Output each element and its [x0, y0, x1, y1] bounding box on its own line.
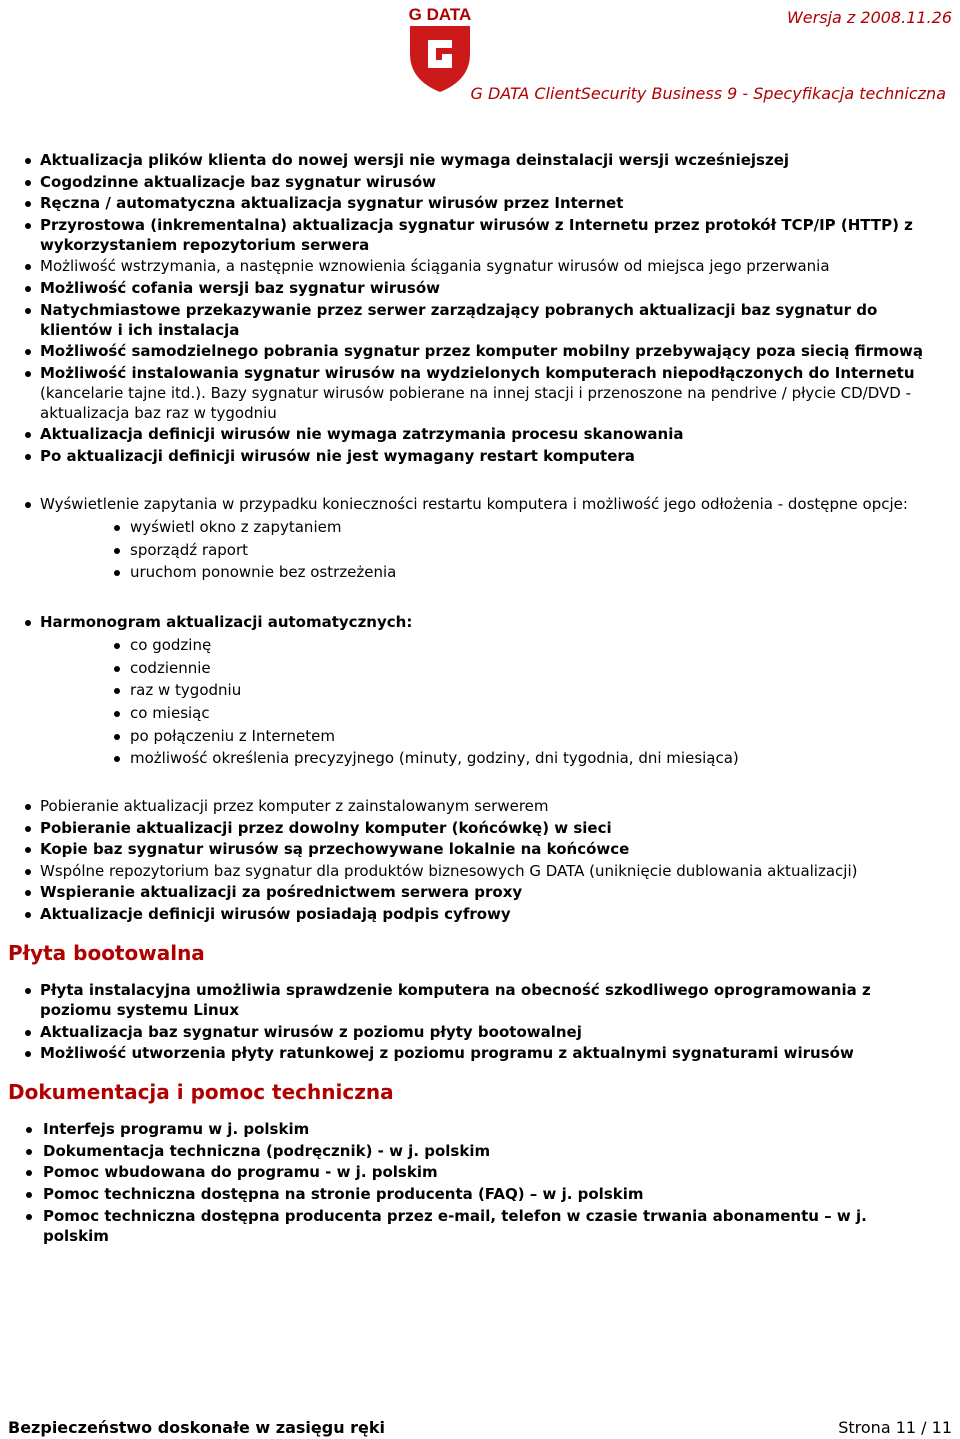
restart-list [0, 494, 960, 582]
list-item: Kopie baz sygnatur wirusów są przechowywane lokalnie na końcówce [0, 839, 960, 859]
list-item: Natychmiastowe przekazywanie przez serwer zarządzający pobranych aktualizacji baz sygnatur do klientów i ich instalacja [0, 300, 960, 340]
schedule-options [40, 635, 934, 768]
list-item: Ręczna / automatyczna aktualizacja sygnatur wirusów przez Internet [0, 193, 960, 213]
list-item-restart [0, 494, 960, 582]
page-content [0, 150, 960, 1247]
section-heading-boot: Płyta bootowalna [8, 941, 205, 966]
list-item: Aktualizacje definicji wirusów posiadają podpis cyfrowy [0, 904, 960, 924]
list-item: Możliwość cofania wersji baz sygnatur wirusów [0, 278, 960, 298]
list-item: Interfejs programu w j. polskim [0, 1119, 960, 1139]
list-item: Dokumentacja techniczna (podręcznik) - w j. polskim [0, 1141, 960, 1161]
boot-list [0, 980, 960, 1063]
sub-item: możliwość określenia precyzyjnego (minuty, godziny, dni tygodnia, dni miesiąca) [40, 748, 934, 768]
list-item: Wspólne repozytorium baz sygnatur dla produktów biznesowych G DATA (uniknięcie dublowania aktualizacji) [0, 861, 960, 881]
list-item: Wspieranie aktualizacji za pośrednictwem serwera proxy [0, 882, 960, 902]
offline-bold-text: Możliwość instalowania sygnatur wirusów na wydzielonych komputerach niepodłączonych do Internetu [40, 363, 915, 382]
list-item: Aktualizacja plików klienta do nowej wersji nie wymaga deinstalacji wersji wcześniejszej [0, 150, 960, 170]
sub-item: co godzinę [40, 635, 934, 655]
sub-item: po połączeniu z Internetem [40, 726, 934, 746]
schedule-label: Harmonogram aktualizacji automatycznych: [40, 613, 413, 632]
docs-list [0, 1119, 960, 1245]
section-heading-docs: Dokumentacja i pomoc techniczna [8, 1080, 394, 1105]
sub-item: wyświetl okno z zapytaniem [40, 517, 934, 537]
list-item: Pobieranie aktualizacji przez komputer z zainstalowanym serwerem [0, 796, 960, 816]
update-features-list [0, 150, 960, 466]
sub-item: raz w tygodniu [40, 680, 934, 700]
sub-item: co miesiąc [40, 703, 934, 723]
schedule-list [0, 612, 960, 768]
document-title: G DATA ClientSecurity Business 9 - Specyfikacja techniczna [470, 84, 946, 103]
list-item: Pomoc techniczna dostępna na stronie producenta (FAQ) – w j. polskim [0, 1184, 960, 1204]
list-item: Możliwość wstrzymania, a następnie wznowienia ściągania sygnatur wirusów od miejsca jego przerwania [0, 256, 960, 276]
list-item: Możliwość utworzenia płyty ratunkowej z poziomu programu z aktualnymi sygnaturami wirusów [0, 1043, 960, 1063]
list-item-offline [0, 363, 960, 423]
version-label: Wersja z 2008.11.26 [786, 8, 952, 27]
list-item: Przyrostowa (inkrementalna) aktualizacja sygnatur wirusów z Internetu przez protokół TCP/IP (HTTP) z wykorzystaniem repozytorium serwera [0, 215, 960, 255]
sub-item: codziennie [40, 658, 934, 678]
list-item: Cogodzinne aktualizacje baz sygnatur wirusów [0, 172, 960, 192]
list-item: Pobieranie aktualizacji przez dowolny komputer (końcówkę) w sieci [0, 818, 960, 838]
restart-options [40, 517, 934, 582]
list-item: Po aktualizacji definicji wirusów nie jest wymagany restart komputera [0, 446, 960, 466]
list-item: Pomoc techniczna dostępna producenta przez e-mail, telefon w czasie trwania abonamentu – w j. polskim [0, 1206, 960, 1246]
sub-item: sporządź raport [40, 540, 934, 560]
list-item: Aktualizacja baz sygnatur wirusów z poziomu płyty bootowalnej [0, 1022, 960, 1042]
gdata-logo [404, 2, 476, 94]
logo-shield [410, 26, 470, 92]
page-number: Strona 11 / 11 [838, 1418, 952, 1437]
list-item: Możliwość samodzielnego pobrania sygnatur przez komputer mobilny przebywający poza siecią firmową [0, 341, 960, 361]
list-item: Płyta instalacyjna umożliwia sprawdzenie komputera na obecność szkodliwego oprogramowania z poziomu systemu Linux [0, 980, 960, 1020]
list-item: Pomoc wbudowana do programu - w j. polskim [0, 1162, 960, 1182]
list-item-schedule [0, 612, 960, 768]
footer-slogan: Bezpieczeństwo doskonałe w zasięgu ręki [8, 1418, 386, 1437]
list-item: Aktualizacja definicji wirusów nie wymaga zatrzymania procesu skanowania [0, 424, 960, 444]
offline-normal-text: (kancelarie tajne itd.). Bazy sygnatur wirusów pobierane na innej stacji i przenoszone na pendrive / płycie CD/DVD - aktualizacja baz raz w tygodniu [40, 383, 911, 422]
sub-item: uruchom ponownie bez ostrzeżenia [40, 562, 934, 582]
restart-prompt: Wyświetlenie zapytania w przypadku konieczności restartu komputera i możliwość jego odłożenia - dostępne opcje: [40, 494, 908, 513]
logo-text: G DATA [408, 5, 472, 24]
download-list [0, 796, 960, 924]
